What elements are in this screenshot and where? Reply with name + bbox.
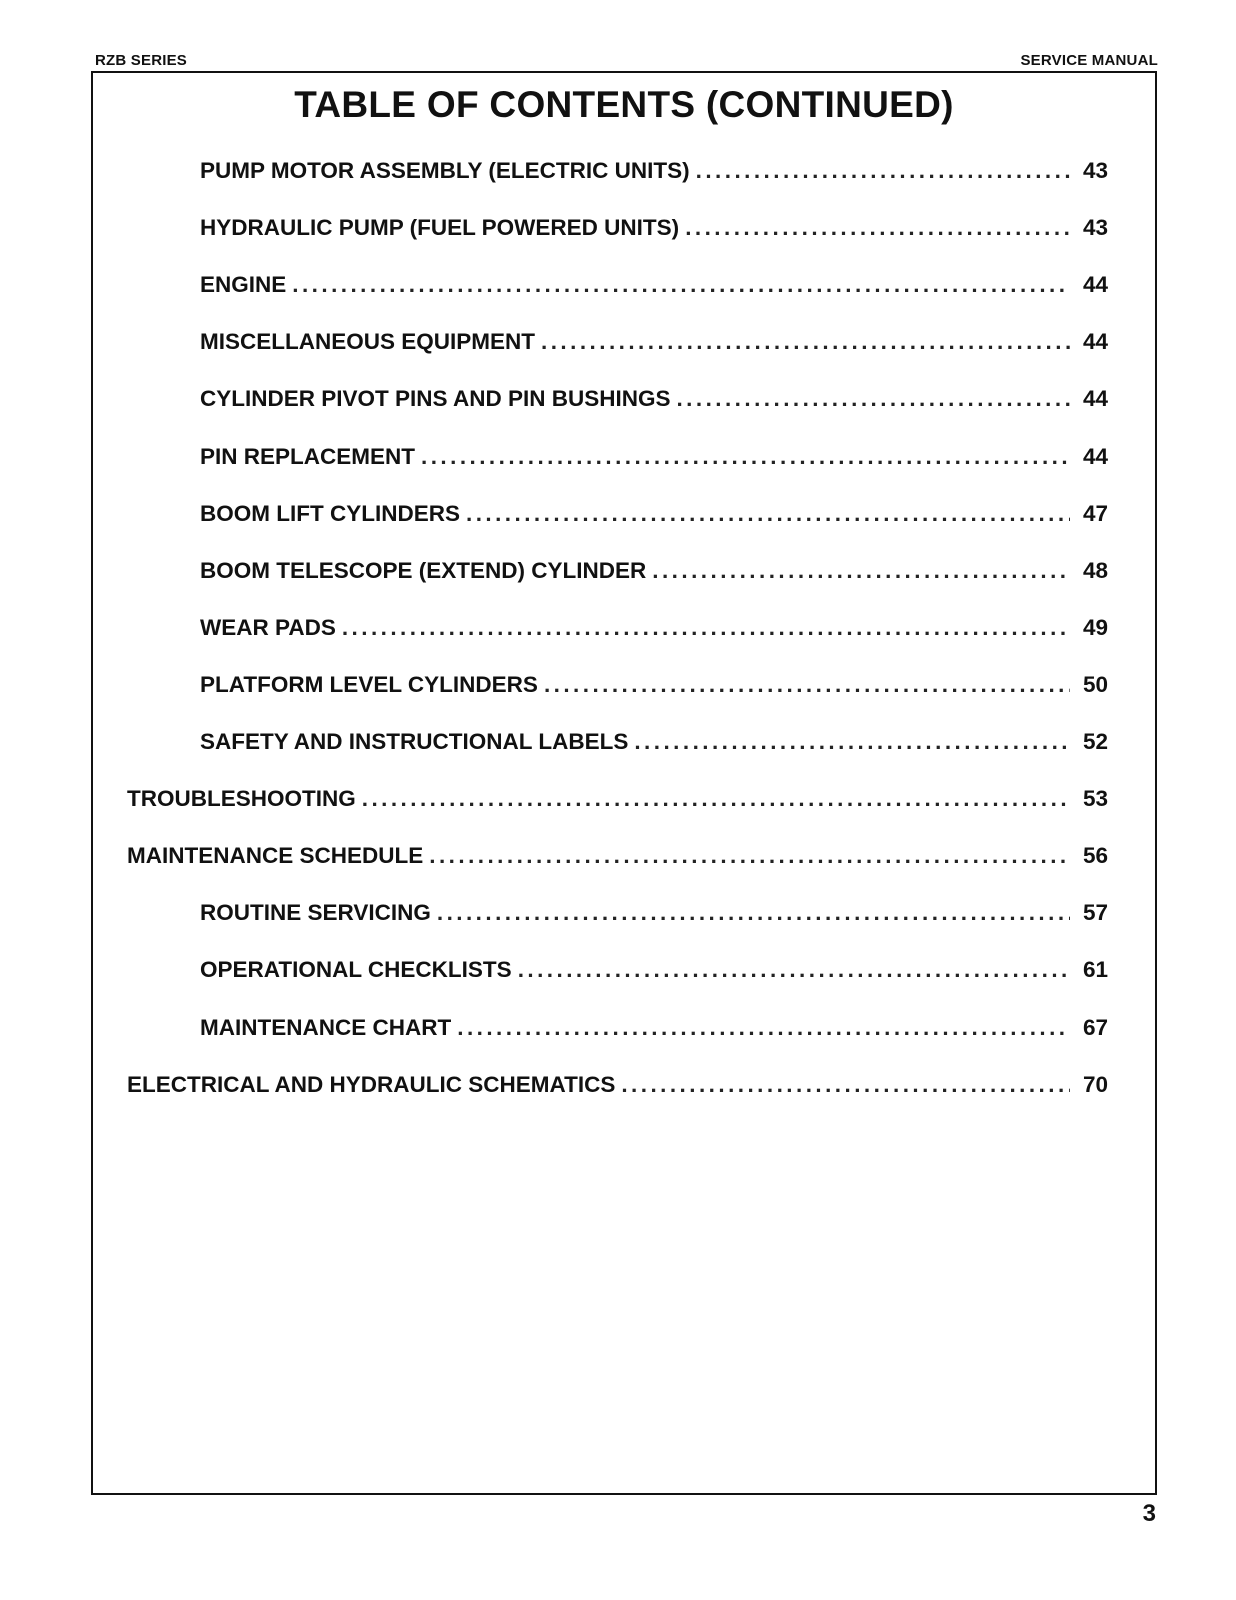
toc-dot-leader	[634, 729, 1070, 755]
toc-entry-page: 53	[1082, 786, 1108, 812]
toc-entry-page: 44	[1082, 272, 1108, 298]
toc-entry-page: 47	[1082, 500, 1108, 526]
toc-entry-title: SAFETY AND INSTRUCTIONAL LABELS	[200, 729, 629, 754]
toc-entry-page: 50	[1082, 671, 1108, 697]
toc-entry	[200, 386, 1108, 416]
toc-entry-page: 70	[1082, 1071, 1108, 1097]
toc-dot-leader	[541, 329, 1070, 355]
toc-entry	[200, 329, 1108, 359]
toc-entry	[200, 158, 1108, 188]
running-header-right: SERVICE MANUAL	[1020, 52, 1158, 69]
toc-entry-title: BOOM LIFT CYLINDERS	[200, 500, 460, 526]
toc-entry-page: 43	[1082, 158, 1108, 183]
toc-entry	[127, 1072, 1108, 1102]
toc-dot-leader	[342, 615, 1070, 641]
toc-entry	[200, 272, 1108, 302]
toc-entry-title: WEAR PADS	[200, 614, 336, 640]
toc-dot-leader	[421, 444, 1070, 470]
toc-entry	[200, 558, 1108, 588]
toc-entry-title: HYDRAULIC PUMP (FUEL POWERED UNITS)	[200, 215, 680, 241]
toc-entry	[200, 957, 1108, 987]
toc-entry	[200, 215, 1108, 245]
toc-entry-page: 56	[1082, 843, 1108, 869]
running-header-left: RZB SERIES	[95, 52, 188, 69]
toc-dot-leader	[685, 215, 1070, 241]
toc-entry-title: ROUTINE SERVICING	[200, 900, 431, 926]
toc-dot-leader	[437, 900, 1070, 926]
toc-entry-page: 57	[1082, 900, 1108, 926]
toc-entry-title: OPERATIONAL CHECKLISTS	[200, 957, 512, 983]
toc-dot-leader	[621, 1072, 1070, 1098]
toc-entry	[200, 900, 1108, 930]
toc-entry	[200, 501, 1108, 531]
toc-entry-title: PUMP MOTOR ASSEMBLY (ELECTRIC UNITS)	[200, 158, 690, 183]
toc-entry-title: ELECTRICAL AND HYDRAULIC SCHEMATICS	[127, 1071, 616, 1097]
toc-dot-leader	[466, 501, 1070, 527]
toc-entry	[200, 444, 1108, 474]
toc-dot-leader	[544, 672, 1070, 698]
toc-entry-page: 48	[1082, 557, 1108, 583]
toc-entry-title: MISCELLANEOUS EQUIPMENT	[200, 329, 536, 355]
toc-entry-page: 61	[1082, 957, 1108, 983]
toc-dot-leader	[362, 786, 1070, 812]
toc-entry	[200, 729, 1108, 759]
toc-entry-title: PIN REPLACEMENT	[200, 443, 416, 469]
toc-dot-leader	[457, 1015, 1070, 1041]
toc-entry-page: 44	[1082, 329, 1108, 355]
toc-dot-leader	[429, 843, 1070, 869]
toc-entry-page: 44	[1082, 443, 1108, 469]
toc-entry-title: BOOM TELESCOPE (EXTEND) CYLINDER	[200, 557, 647, 583]
toc-entry-page: 44	[1082, 386, 1108, 412]
toc-dot-leader	[652, 558, 1070, 584]
toc-dot-leader	[292, 272, 1070, 298]
toc-entry-page: 52	[1082, 729, 1108, 754]
toc-entry	[127, 843, 1108, 873]
toc-dot-leader	[676, 386, 1070, 412]
page-title: TABLE OF CONTENTS (CONTINUED)	[294, 84, 954, 125]
toc-entry	[200, 615, 1108, 645]
toc-entry	[200, 1015, 1108, 1045]
toc-entry	[127, 786, 1108, 816]
toc-dot-leader	[518, 957, 1070, 983]
toc-entry-page: 67	[1082, 1014, 1108, 1040]
toc-entry-title: ENGINE	[200, 272, 287, 298]
toc-entry-title: PLATFORM LEVEL CYLINDERS	[200, 671, 538, 697]
toc-entry-title: CYLINDER PIVOT PINS AND PIN BUSHINGS	[200, 386, 671, 412]
toc-entry-page: 43	[1082, 215, 1108, 241]
toc-entry-title: TROUBLESHOOTING	[127, 786, 356, 812]
toc-dot-leader	[696, 158, 1070, 184]
page-number: 3	[1142, 1500, 1156, 1527]
toc-entry-title: MAINTENANCE SCHEDULE	[127, 843, 424, 869]
toc-entry-page: 49	[1082, 614, 1108, 640]
toc-entry	[200, 672, 1108, 702]
toc-entry-title: MAINTENANCE CHART	[200, 1014, 452, 1040]
